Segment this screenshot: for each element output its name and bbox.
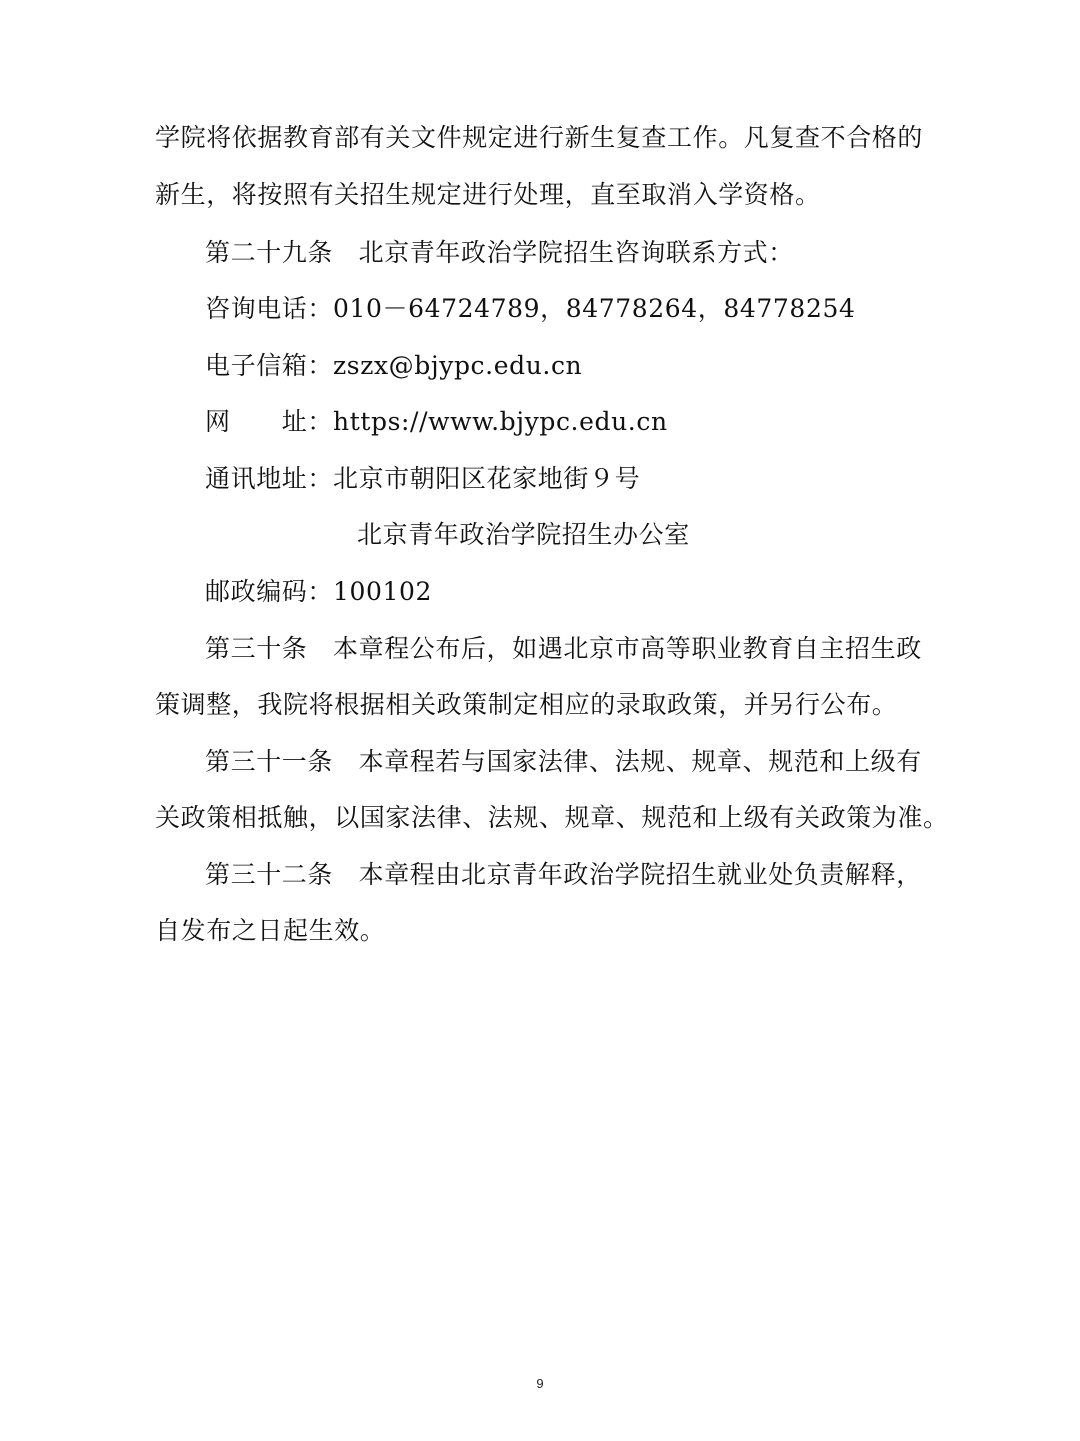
page-number: 9 bbox=[536, 1376, 544, 1391]
consult-website: 网 址：https://www.bjypc.edu.cn bbox=[205, 407, 668, 436]
mailing-address: 通讯地址：北京市朝阳区花家地街９号 bbox=[205, 464, 641, 493]
article-31-line: 第三十一条 本章程若与国家法律、法规、规章、规范和上级有 bbox=[205, 747, 922, 776]
admissions-office: 北京青年政治学院招生办公室 bbox=[357, 520, 690, 549]
paragraph-line: 学院将依据教育部有关文件规定进行新生复查工作。凡复查不合格的 bbox=[155, 123, 924, 152]
paragraph-line: 新生，将按照有关招生规定进行处理，直至取消入学资格。 bbox=[155, 180, 821, 209]
article-30-line: 第三十条 本章程公布后，如遇北京市高等职业教育自主招生政 bbox=[205, 634, 922, 663]
article-29-heading: 第二十九条 北京青年政治学院招生咨询联系方式： bbox=[205, 238, 794, 267]
consult-email: 电子信箱：zszx@bjypc.edu.cn bbox=[205, 351, 583, 380]
postal-code: 邮政编码：100102 bbox=[205, 577, 433, 606]
article-32-line: 自发布之日起生效。 bbox=[155, 916, 386, 945]
article-31-line: 关政策相抵触，以国家法律、法规、规章、规范和上级有关政策为准。 bbox=[155, 803, 949, 832]
article-32-line: 第三十二条 本章程由北京青年政治学院招生就业处负责解释， bbox=[205, 860, 922, 889]
consult-phone: 咨询电话：010－64724789，84778264，84778254 bbox=[205, 294, 856, 323]
article-30-line: 策调整，我院将根据相关政策制定相应的录取政策，并另行公布。 bbox=[155, 690, 898, 719]
